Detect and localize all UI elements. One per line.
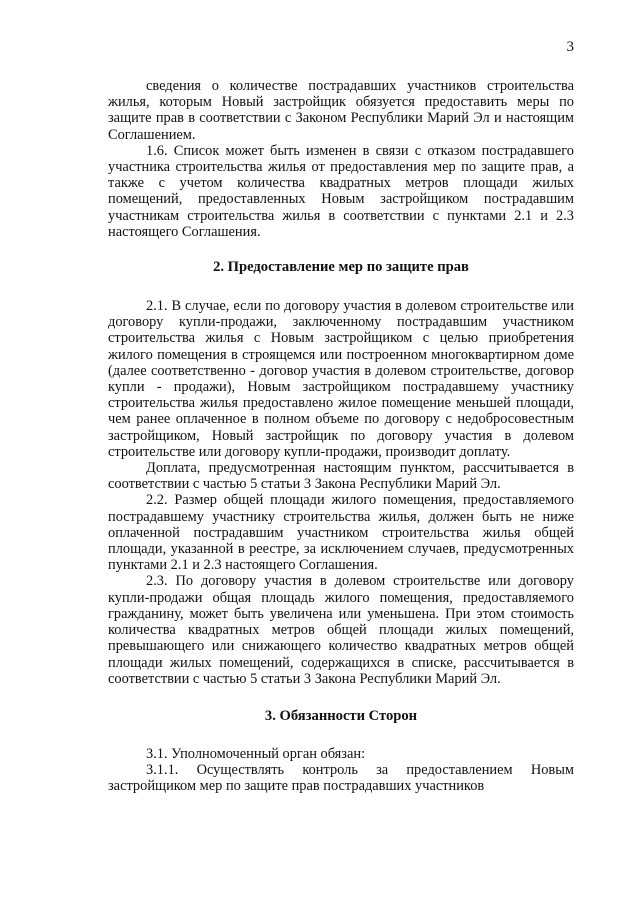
clause-3-1-paragraph: 3.1. Уполномоченный орган обязан: xyxy=(146,745,366,762)
section-2-heading: 2. Предоставление мер по защите прав xyxy=(213,259,469,276)
surcharge-paragraph: Доплата, предусмотренная настоящим пунктом, рассчитывается в соответствии с частью 5 статьи 3 Закона Республики Марий Эл. xyxy=(108,460,574,493)
page-number: 3 xyxy=(566,39,574,55)
clause-1-6-paragraph: 1.6. Список может быть изменен в связи с отказом пострадавшего участника строительства жилья от предоставления мер по защите прав, а также с учетом количества квадратных метров площади жилых помещений, предоставленных Новым застройщиком пострадавшим участникам строительства жилья в соответствии с пунктами 2.1 и 2.3 настоящего Соглашения. xyxy=(108,142,574,240)
clause-3-1-1-paragraph: 3.1.1. Осуществлять контроль за предоставлением Новым застройщиком мер по защите прав пострадавших участников xyxy=(108,762,574,795)
clause-2-2-paragraph: 2.2. Размер общей площади жилого помещения, предоставляемого пострадавшему участнику строительства жилья, должен быть не ниже оплаченной пострадавшим участником строительства жилья общей площади, указанной в реестре, за исключением случаев, предусмотренных пунктами 2.1 и 2.3 настоящего Соглашения. xyxy=(108,492,574,574)
intro-paragraph-continuation: сведения о количестве пострадавших участников строительства жилья, которым Новый застройщик обязуется предоставить меры по защите прав в соответствии с Законом Республики Марий Эл и настоящим Соглашением. xyxy=(108,78,574,143)
section-3-heading: 3. Обязанности Сторон xyxy=(264,707,418,724)
clause-2-3-paragraph: 2.3. По договору участия в долевом строительстве или договору купли-продажи общая площадь жилого помещения, предоставляемого гражданину, может быть увеличена или уменьшена. При этом стоимость количества квадратных метров общей площади жилых помещений, превышающего или снижающего количество квадратных метров общей площади жилых помещений, содержащихся в списке, рассчитывается в соответствии с частью 5 статьи 3 Закона Республики Марий Эл. xyxy=(108,573,574,687)
clause-2-1-paragraph: 2.1. В случае, если по договору участия в долевом строительстве или договору купли-продажи, заключенному пострадавшим участником строительства жилья с Новым застройщиком с целью приобретения жилого помещения в строящемся или построенном многоквартирном доме (далее соответственно - договор участия в долевом строительстве, договор купли - продажи), Новым застройщиком пострадавшему участнику строительства жилья предоставлено жилое помещение меньшей площади, чем ранее оплаченное в полном объеме по договору с недобросовестным застройщиком, Новый застройщик по договору участия в долевом строительстве или договору купли-продажи, производит доплату. xyxy=(108,298,574,460)
document-body xyxy=(108,78,574,795)
